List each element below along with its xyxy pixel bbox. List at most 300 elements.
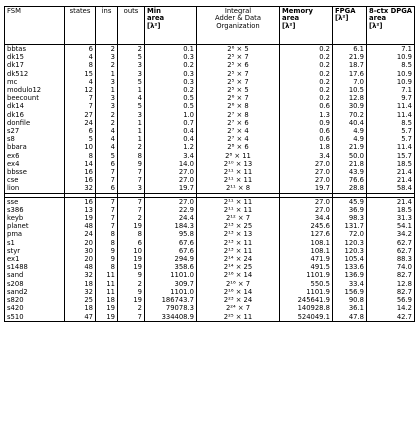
cell-fsm-name: sand bbox=[5, 271, 65, 279]
cell-fpga: 76.6 bbox=[333, 176, 367, 184]
cell-integral: 2¹³ × 25 bbox=[197, 222, 280, 230]
cell-integral: 2¹¹ × 11 bbox=[197, 206, 280, 214]
cell-dpga: 11.4 bbox=[367, 143, 415, 151]
cell-fsm-name: s1 bbox=[5, 239, 65, 247]
cell-fpga: 36.1 bbox=[333, 304, 367, 312]
cell-integral: 2⁵ × 5 bbox=[197, 86, 280, 94]
cell-states: 16 bbox=[65, 176, 96, 184]
cell-min-area: 19.7 bbox=[145, 184, 197, 193]
fsm-results-table bbox=[4, 6, 415, 322]
cell-fsm-name: s27 bbox=[5, 127, 65, 135]
cell-fsm-name: bbsse bbox=[5, 168, 65, 176]
cell-fpga: 6.1 bbox=[333, 45, 367, 54]
cell-dpga: 12.8 bbox=[367, 280, 415, 288]
cell-memory-area: 0.2 bbox=[280, 61, 333, 69]
cell-min-area: 67.6 bbox=[145, 247, 197, 255]
cell-fpga: 30.9 bbox=[333, 102, 367, 110]
cell-outs: 7 bbox=[118, 168, 145, 176]
cell-fpga: 33.4 bbox=[333, 280, 367, 288]
header-memory-area: Memory area [λ²] bbox=[280, 7, 333, 45]
cell-memory-area: 27.0 bbox=[280, 206, 333, 214]
cell-integral: 2¹⁶ × 7 bbox=[197, 280, 280, 288]
cell-states: 32 bbox=[65, 288, 96, 296]
cell-fpga: 4.9 bbox=[333, 127, 367, 135]
cell-outs: 1 bbox=[118, 127, 145, 135]
cell-min-area: 1.2 bbox=[145, 143, 197, 151]
cell-fsm-name: s8 bbox=[5, 135, 65, 143]
header-ins: ins bbox=[96, 7, 118, 45]
cell-memory-area: 127.6 bbox=[280, 230, 333, 238]
header-dpga: 8-ctx DPGA area [λ²] bbox=[367, 7, 415, 45]
cell-fpga: 7.0 bbox=[333, 78, 367, 86]
cell-dpga: 88.3 bbox=[367, 255, 415, 263]
cell-min-area: 334408.9 bbox=[145, 313, 197, 322]
cell-ins: 2 bbox=[96, 61, 118, 69]
cell-dpga: 5.7 bbox=[367, 127, 415, 135]
cell-ins: 3 bbox=[96, 94, 118, 102]
table-row bbox=[5, 45, 415, 54]
cell-outs: 6 bbox=[118, 239, 145, 247]
cell-fpga: 70.2 bbox=[333, 111, 367, 119]
cell-integral: 2⁷ × 4 bbox=[197, 127, 280, 135]
cell-integral: 2¹⁰ × 13 bbox=[197, 160, 280, 168]
cell-fsm-name: cse bbox=[5, 176, 65, 184]
cell-ins: 3 bbox=[96, 102, 118, 110]
cell-fpga: 98.3 bbox=[333, 214, 367, 222]
cell-states: 32 bbox=[65, 184, 96, 193]
cell-dpga: 8.5 bbox=[367, 61, 415, 69]
cell-fsm-name: s208 bbox=[5, 280, 65, 288]
cell-integral: 2⁵ × 7 bbox=[197, 53, 280, 61]
table-row bbox=[5, 111, 415, 119]
cell-fpga: 36.9 bbox=[333, 206, 367, 214]
cell-integral: 2¹⁶ × 14 bbox=[197, 271, 280, 279]
cell-ins: 19 bbox=[96, 313, 118, 322]
cell-dpga: 5.7 bbox=[367, 135, 415, 143]
cell-dpga: 62.7 bbox=[367, 239, 415, 247]
cell-ins: 19 bbox=[96, 304, 118, 312]
cell-fsm-name: styr bbox=[5, 247, 65, 255]
cell-memory-area: 0.2 bbox=[280, 78, 333, 86]
table-row bbox=[5, 160, 415, 168]
cell-min-area: 0.5 bbox=[145, 102, 197, 110]
cell-dpga: 82.7 bbox=[367, 288, 415, 296]
cell-ins: 4 bbox=[96, 127, 118, 135]
cell-fpga: 156.9 bbox=[333, 288, 367, 296]
cell-integral: 2⁸ × 11 bbox=[197, 152, 280, 160]
cell-integral: 2¹¹ × 11 bbox=[197, 197, 280, 206]
cell-integral: 2²³ × 24 bbox=[197, 296, 280, 304]
cell-states: 13 bbox=[65, 206, 96, 214]
cell-states: 8 bbox=[65, 152, 96, 160]
cell-fpga: 131.7 bbox=[333, 222, 367, 230]
cell-states: 15 bbox=[65, 70, 96, 78]
cell-dpga: 10.9 bbox=[367, 53, 415, 61]
cell-states: 30 bbox=[65, 247, 96, 255]
cell-outs: 5 bbox=[118, 78, 145, 86]
cell-min-area: 24.4 bbox=[145, 214, 197, 222]
cell-integral: 2⁶ × 8 bbox=[197, 102, 280, 110]
cell-min-area: 22.9 bbox=[145, 206, 197, 214]
cell-memory-area: 1101.9 bbox=[280, 271, 333, 279]
cell-dpga: 21.4 bbox=[367, 168, 415, 176]
cell-dpga: 10.9 bbox=[367, 70, 415, 78]
cell-min-area: 309.7 bbox=[145, 280, 197, 288]
cell-ins: 7 bbox=[96, 222, 118, 230]
cell-min-area: 1.0 bbox=[145, 111, 197, 119]
cell-memory-area: 0.2 bbox=[280, 86, 333, 94]
cell-min-area: 0.4 bbox=[145, 135, 197, 143]
cell-states: 18 bbox=[65, 304, 96, 312]
table-row bbox=[5, 222, 415, 230]
table-row bbox=[5, 135, 415, 143]
cell-fsm-name: keyb bbox=[5, 214, 65, 222]
cell-integral: 2⁶ × 7 bbox=[197, 94, 280, 102]
cell-ins: 8 bbox=[96, 263, 118, 271]
cell-states: 6 bbox=[65, 45, 96, 54]
cell-fsm-name: ex4 bbox=[5, 160, 65, 168]
cell-memory-area: 0.2 bbox=[280, 70, 333, 78]
cell-min-area: 0.4 bbox=[145, 127, 197, 135]
cell-min-area: 14.0 bbox=[145, 160, 197, 168]
cell-min-area: 0.2 bbox=[145, 86, 197, 94]
table-row bbox=[5, 127, 415, 135]
cell-outs: 19 bbox=[118, 263, 145, 271]
cell-memory-area: 0.2 bbox=[280, 45, 333, 54]
cell-outs: 19 bbox=[118, 222, 145, 230]
cell-ins: 6 bbox=[96, 160, 118, 168]
cell-ins: 8 bbox=[96, 230, 118, 238]
cell-ins: 9 bbox=[96, 247, 118, 255]
cell-outs: 19 bbox=[118, 255, 145, 263]
cell-outs: 2 bbox=[118, 280, 145, 288]
cell-fpga: 21.8 bbox=[333, 160, 367, 168]
cell-dpga: 34.2 bbox=[367, 230, 415, 238]
cell-fpga: 43.9 bbox=[333, 168, 367, 176]
cell-min-area: 1101.0 bbox=[145, 288, 197, 296]
cell-outs: 10 bbox=[118, 247, 145, 255]
cell-fsm-name: lion bbox=[5, 184, 65, 193]
cell-min-area: 27.0 bbox=[145, 168, 197, 176]
cell-integral: 2¹⁴ × 25 bbox=[197, 263, 280, 271]
cell-fpga: 12.8 bbox=[333, 94, 367, 102]
cell-fsm-name: dk17 bbox=[5, 61, 65, 69]
cell-ins: 11 bbox=[96, 288, 118, 296]
cell-memory-area: 1101.9 bbox=[280, 288, 333, 296]
cell-ins: 1 bbox=[96, 70, 118, 78]
cell-ins: 7 bbox=[96, 176, 118, 184]
cell-ins: 3 bbox=[96, 78, 118, 86]
cell-integral: 2¹³ × 11 bbox=[197, 247, 280, 255]
table-row bbox=[5, 288, 415, 296]
cell-fpga: 133.6 bbox=[333, 263, 367, 271]
cell-outs: 9 bbox=[118, 288, 145, 296]
cell-dpga: 54.1 bbox=[367, 222, 415, 230]
cell-fpga: 18.7 bbox=[333, 61, 367, 69]
table-row bbox=[5, 53, 415, 61]
cell-dpga: 31.3 bbox=[367, 214, 415, 222]
table-row bbox=[5, 119, 415, 127]
cell-states: 20 bbox=[65, 239, 96, 247]
cell-outs: 9 bbox=[118, 271, 145, 279]
cell-memory-area: 0.9 bbox=[280, 119, 333, 127]
table-row bbox=[5, 296, 415, 304]
cell-integral: 2⁷ × 8 bbox=[197, 111, 280, 119]
table-row bbox=[5, 94, 415, 102]
table-row bbox=[5, 184, 415, 193]
cell-fpga: 10.5 bbox=[333, 86, 367, 94]
cell-fpga: 72.0 bbox=[333, 230, 367, 238]
cell-states: 18 bbox=[65, 280, 96, 288]
cell-fsm-name: dk14 bbox=[5, 102, 65, 110]
cell-min-area: 95.8 bbox=[145, 230, 197, 238]
cell-ins: 7 bbox=[96, 214, 118, 222]
cell-dpga: 7.1 bbox=[367, 86, 415, 94]
cell-ins: 7 bbox=[96, 168, 118, 176]
cell-fpga: 120.3 bbox=[333, 247, 367, 255]
cell-min-area: 0.3 bbox=[145, 70, 197, 78]
cell-outs: 8 bbox=[118, 152, 145, 160]
cell-integral: 2¹⁴ × 24 bbox=[197, 255, 280, 263]
cell-states: 16 bbox=[65, 168, 96, 176]
cell-fpga: 21.9 bbox=[333, 143, 367, 151]
cell-memory-area: 245.6 bbox=[280, 222, 333, 230]
cell-outs: 9 bbox=[118, 160, 145, 168]
cell-states: 27 bbox=[65, 111, 96, 119]
cell-outs: 3 bbox=[118, 61, 145, 69]
cell-min-area: 358.6 bbox=[145, 263, 197, 271]
cell-memory-area: 0.2 bbox=[280, 53, 333, 61]
cell-fsm-name: bbara bbox=[5, 143, 65, 151]
table-row bbox=[5, 78, 415, 86]
cell-fpga: 105.4 bbox=[333, 255, 367, 263]
cell-states: 47 bbox=[65, 313, 96, 322]
cell-memory-area: 27.0 bbox=[280, 197, 333, 206]
cell-fpga: 45.9 bbox=[333, 197, 367, 206]
cell-fsm-name: ex1 bbox=[5, 255, 65, 263]
cell-memory-area: 524049.1 bbox=[280, 313, 333, 322]
table-row bbox=[5, 197, 415, 206]
cell-integral: 2¹⁶ × 14 bbox=[197, 288, 280, 296]
cell-fsm-name: s510 bbox=[5, 313, 65, 322]
cell-fsm-name: bbtas bbox=[5, 45, 65, 54]
cell-memory-area: 27.0 bbox=[280, 168, 333, 176]
cell-min-area: 184.3 bbox=[145, 222, 197, 230]
cell-fsm-name: planet bbox=[5, 222, 65, 230]
cell-fsm-name: ex6 bbox=[5, 152, 65, 160]
cell-ins: 1 bbox=[96, 86, 118, 94]
cell-ins: 7 bbox=[96, 206, 118, 214]
cell-outs: 2 bbox=[118, 45, 145, 54]
cell-ins: 2 bbox=[96, 119, 118, 127]
cell-min-area: 0.3 bbox=[145, 53, 197, 61]
table-row bbox=[5, 70, 415, 78]
header-integral: Integral Adder & Data Organization bbox=[197, 7, 280, 45]
cell-min-area: 0.1 bbox=[145, 45, 197, 54]
cell-outs: 2 bbox=[118, 304, 145, 312]
table-row bbox=[5, 313, 415, 322]
cell-integral: 2⁵ × 7 bbox=[197, 70, 280, 78]
cell-ins: 2 bbox=[96, 111, 118, 119]
cell-min-area: 0.3 bbox=[145, 78, 197, 86]
cell-dpga: 7.1 bbox=[367, 45, 415, 54]
cell-integral: 2⁷ × 6 bbox=[197, 119, 280, 127]
cell-ins: 3 bbox=[96, 53, 118, 61]
cell-states: 7 bbox=[65, 94, 96, 102]
cell-ins: 9 bbox=[96, 255, 118, 263]
cell-fpga: 90.8 bbox=[333, 296, 367, 304]
cell-dpga: 18.5 bbox=[367, 160, 415, 168]
cell-dpga: 11.4 bbox=[367, 111, 415, 119]
cell-fsm-name: s820 bbox=[5, 296, 65, 304]
table-header bbox=[5, 7, 415, 45]
cell-memory-area: 550.5 bbox=[280, 280, 333, 288]
cell-dpga: 62.7 bbox=[367, 247, 415, 255]
cell-states: 7 bbox=[65, 102, 96, 110]
cell-memory-area: 0.6 bbox=[280, 102, 333, 110]
cell-integral: 2²⁴ × 7 bbox=[197, 304, 280, 312]
cell-memory-area: 0.2 bbox=[280, 94, 333, 102]
cell-dpga: 14.2 bbox=[367, 304, 415, 312]
cell-memory-area: 3.4 bbox=[280, 152, 333, 160]
table-row bbox=[5, 230, 415, 238]
cell-states: 16 bbox=[65, 197, 96, 206]
table-body bbox=[5, 45, 415, 322]
cell-fpga: 28.8 bbox=[333, 184, 367, 193]
cell-states: 14 bbox=[65, 160, 96, 168]
cell-states: 5 bbox=[65, 135, 96, 143]
cell-outs: 8 bbox=[118, 230, 145, 238]
cell-integral: 2⁸ × 6 bbox=[197, 143, 280, 151]
cell-dpga: 56.9 bbox=[367, 296, 415, 304]
cell-dpga: 82.7 bbox=[367, 271, 415, 279]
cell-memory-area: 34.4 bbox=[280, 214, 333, 222]
cell-fpga: 50.0 bbox=[333, 152, 367, 160]
cell-outs: 1 bbox=[118, 86, 145, 94]
cell-states: 20 bbox=[65, 255, 96, 263]
table-row bbox=[5, 61, 415, 69]
cell-fpga: 120.3 bbox=[333, 239, 367, 247]
cell-fsm-name: beecount bbox=[5, 94, 65, 102]
cell-memory-area: 108.1 bbox=[280, 239, 333, 247]
cell-memory-area: 491.5 bbox=[280, 263, 333, 271]
cell-fpga: 4.9 bbox=[333, 135, 367, 143]
table-row bbox=[5, 255, 415, 263]
cell-dpga: 21.4 bbox=[367, 176, 415, 184]
header-outs: outs bbox=[118, 7, 145, 45]
cell-dpga: 15.7 bbox=[367, 152, 415, 160]
table-row bbox=[5, 143, 415, 151]
cell-fpga: 40.4 bbox=[333, 119, 367, 127]
cell-min-area: 3.4 bbox=[145, 152, 197, 160]
cell-min-area: 0.7 bbox=[145, 119, 197, 127]
cell-ins: 5 bbox=[96, 152, 118, 160]
cell-integral: 2¹³ × 11 bbox=[197, 239, 280, 247]
cell-outs: 7 bbox=[118, 176, 145, 184]
cell-integral: 2¹³ × 13 bbox=[197, 230, 280, 238]
cell-states: 4 bbox=[65, 78, 96, 86]
cell-fsm-name: dk16 bbox=[5, 111, 65, 119]
cell-dpga: 11.4 bbox=[367, 102, 415, 110]
cell-integral: 2⁵ × 6 bbox=[197, 61, 280, 69]
cell-memory-area: 140928.8 bbox=[280, 304, 333, 312]
cell-memory-area: 471.9 bbox=[280, 255, 333, 263]
cell-ins: 8 bbox=[96, 239, 118, 247]
cell-states: 4 bbox=[65, 53, 96, 61]
cell-fsm-name: dk512 bbox=[5, 70, 65, 78]
table-row bbox=[5, 263, 415, 271]
cell-fsm-name: mc bbox=[5, 78, 65, 86]
cell-min-area: 1101.0 bbox=[145, 271, 197, 279]
cell-dpga: 8.5 bbox=[367, 119, 415, 127]
cell-ins: 4 bbox=[96, 135, 118, 143]
cell-min-area: 27.0 bbox=[145, 197, 197, 206]
table-row bbox=[5, 86, 415, 94]
header-states: states bbox=[65, 7, 96, 45]
cell-fsm-name: s386 bbox=[5, 206, 65, 214]
cell-fsm-name: s420 bbox=[5, 304, 65, 312]
header-fsm: FSM bbox=[5, 7, 65, 45]
cell-outs: 2 bbox=[118, 143, 145, 151]
cell-states: 8 bbox=[65, 61, 96, 69]
table-row bbox=[5, 280, 415, 288]
table-row bbox=[5, 168, 415, 176]
cell-states: 6 bbox=[65, 127, 96, 135]
table-row bbox=[5, 271, 415, 279]
cell-ins: 4 bbox=[96, 143, 118, 151]
cell-memory-area: 0.6 bbox=[280, 135, 333, 143]
cell-outs: 3 bbox=[118, 111, 145, 119]
cell-ins: 11 bbox=[96, 280, 118, 288]
cell-outs: 3 bbox=[118, 70, 145, 78]
cell-min-area: 27.0 bbox=[145, 176, 197, 184]
cell-dpga: 21.4 bbox=[367, 197, 415, 206]
cell-memory-area: 27.0 bbox=[280, 176, 333, 184]
cell-fsm-name: donfile bbox=[5, 119, 65, 127]
cell-fsm-name: s1488 bbox=[5, 263, 65, 271]
cell-integral: 2¹² × 7 bbox=[197, 214, 280, 222]
cell-outs: 5 bbox=[118, 102, 145, 110]
cell-outs: 1 bbox=[118, 119, 145, 127]
cell-outs: 7 bbox=[118, 313, 145, 322]
cell-min-area: 0.5 bbox=[145, 94, 197, 102]
table-row bbox=[5, 152, 415, 160]
cell-states: 24 bbox=[65, 119, 96, 127]
cell-outs: 19 bbox=[118, 296, 145, 304]
cell-states: 48 bbox=[65, 222, 96, 230]
cell-integral: 2¹¹ × 11 bbox=[197, 168, 280, 176]
cell-memory-area: 1.8 bbox=[280, 143, 333, 151]
cell-states: 48 bbox=[65, 263, 96, 271]
cell-fsm-name: pma bbox=[5, 230, 65, 238]
table-row bbox=[5, 214, 415, 222]
cell-fsm-name: modulo12 bbox=[5, 86, 65, 94]
cell-ins: 2 bbox=[96, 45, 118, 54]
cell-fsm-name: sse bbox=[5, 197, 65, 206]
cell-outs: 5 bbox=[118, 53, 145, 61]
cell-memory-area: 19.7 bbox=[280, 184, 333, 193]
cell-states: 10 bbox=[65, 143, 96, 151]
cell-states: 24 bbox=[65, 230, 96, 238]
cell-integral: 2¹¹ × 11 bbox=[197, 176, 280, 184]
cell-min-area: 186743.7 bbox=[145, 296, 197, 304]
cell-fsm-name: sand2 bbox=[5, 288, 65, 296]
cell-integral: 2⁵ × 7 bbox=[197, 78, 280, 86]
cell-ins: 18 bbox=[96, 296, 118, 304]
cell-dpga: 18.5 bbox=[367, 206, 415, 214]
cell-memory-area: 108.1 bbox=[280, 247, 333, 255]
cell-min-area: 79078.3 bbox=[145, 304, 197, 312]
